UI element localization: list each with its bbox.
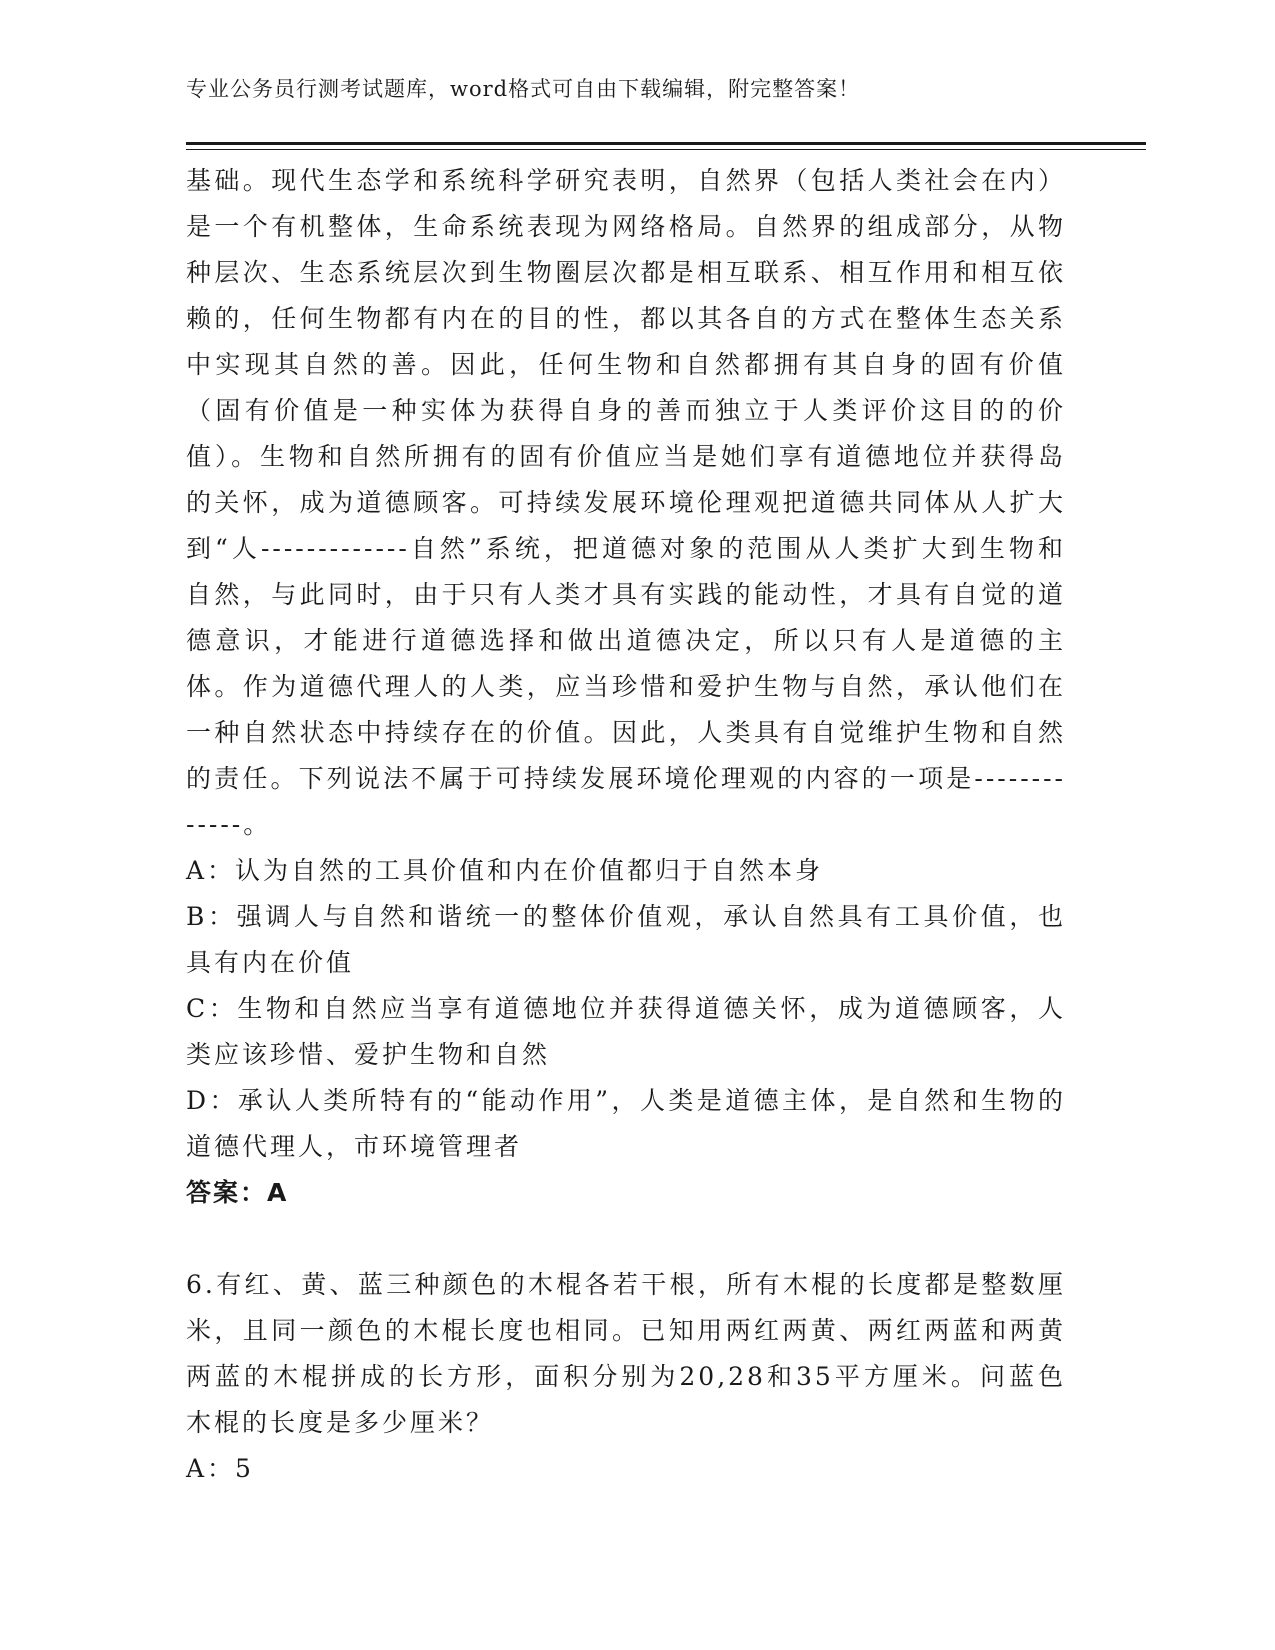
header-rule-thick xyxy=(186,142,1146,145)
header-rule-thin xyxy=(186,149,1146,150)
question-5-option-c: C：生物和自然应当享有道德地位并获得道德关怀，成为道德顾客，人类应该珍惜、爱护生物和自然 xyxy=(186,994,1066,1069)
question-6-option-a: A：5 xyxy=(186,1454,254,1483)
question-5-option-d: D：承认人类所特有的“能动作用”，人类是道德主体，是自然和生物的道德代理人，市环境管理者 xyxy=(186,1086,1066,1161)
question-6-stem: 6.有红、黄、蓝三种颜色的木棍各若干根，所有木棍的长度都是整数厘米，且同一颜色的木棍长度也相同。已知用两红两黄、两红两蓝和两黄两蓝的木棍拼成的长方形，面积分别为20,28和35平方厘米。问蓝色木棍的长度是多少厘米？ xyxy=(186,1270,1066,1437)
document-body xyxy=(186,158,1066,1492)
question-5-answer: 答案：A xyxy=(186,1178,289,1207)
question-5-option-a: A：认为自然的工具价值和内在价值都归于自然本身 xyxy=(186,856,824,885)
question-spacer xyxy=(186,1216,1066,1262)
question-5-option-b: B：强调人与自然和谐统一的整体价值观，承认自然具有工具价值，也具有内在价值 xyxy=(186,902,1066,977)
page-header: 专业公务员行测考试题库，word格式可自由下载编辑，附完整答案！ xyxy=(186,77,861,101)
question-5-passage: 基础。现代生态学和系统科学研究表明，自然界（包括人类社会在内）是一个有机整体，生命系统表现为网络格局。自然界的组成部分，从物种层次、生态系统层次到生物圈层次都是相互联系、相互作用和相互依赖的，任何生物都有内在的目的性，都以其各自的方式在整体生态关系中实现其自然的善。因此，任何生物和自然都拥有其自身的固有价值（固有价值是一种实体为获得自身的善而独立于人类评价这目的的价值）。生物和自然所拥有的固有价值应当是她们享有道德地位并获得岛的关怀，成为道德顾客。可持续发展环境伦理观把道德共同体从人扩大到“人-------------自然”系统，把道德对象的范围从人类扩大到生物和自然，与此同时，由于只有人类才具有实践的能动性，才具有自觉的道德意识，才能进行道德选择和做出道德决定，所以只有人是道德的主体。作为道德代理人的人类，应当珍惜和爱护生物与自然，承认他们在一种自然状态中持续存在的价值。因此，人类具有自觉维护生物和自然的责任。下列说法不属于可持续发展环境伦理观的内容的一项是-------------。 xyxy=(186,166,1066,839)
